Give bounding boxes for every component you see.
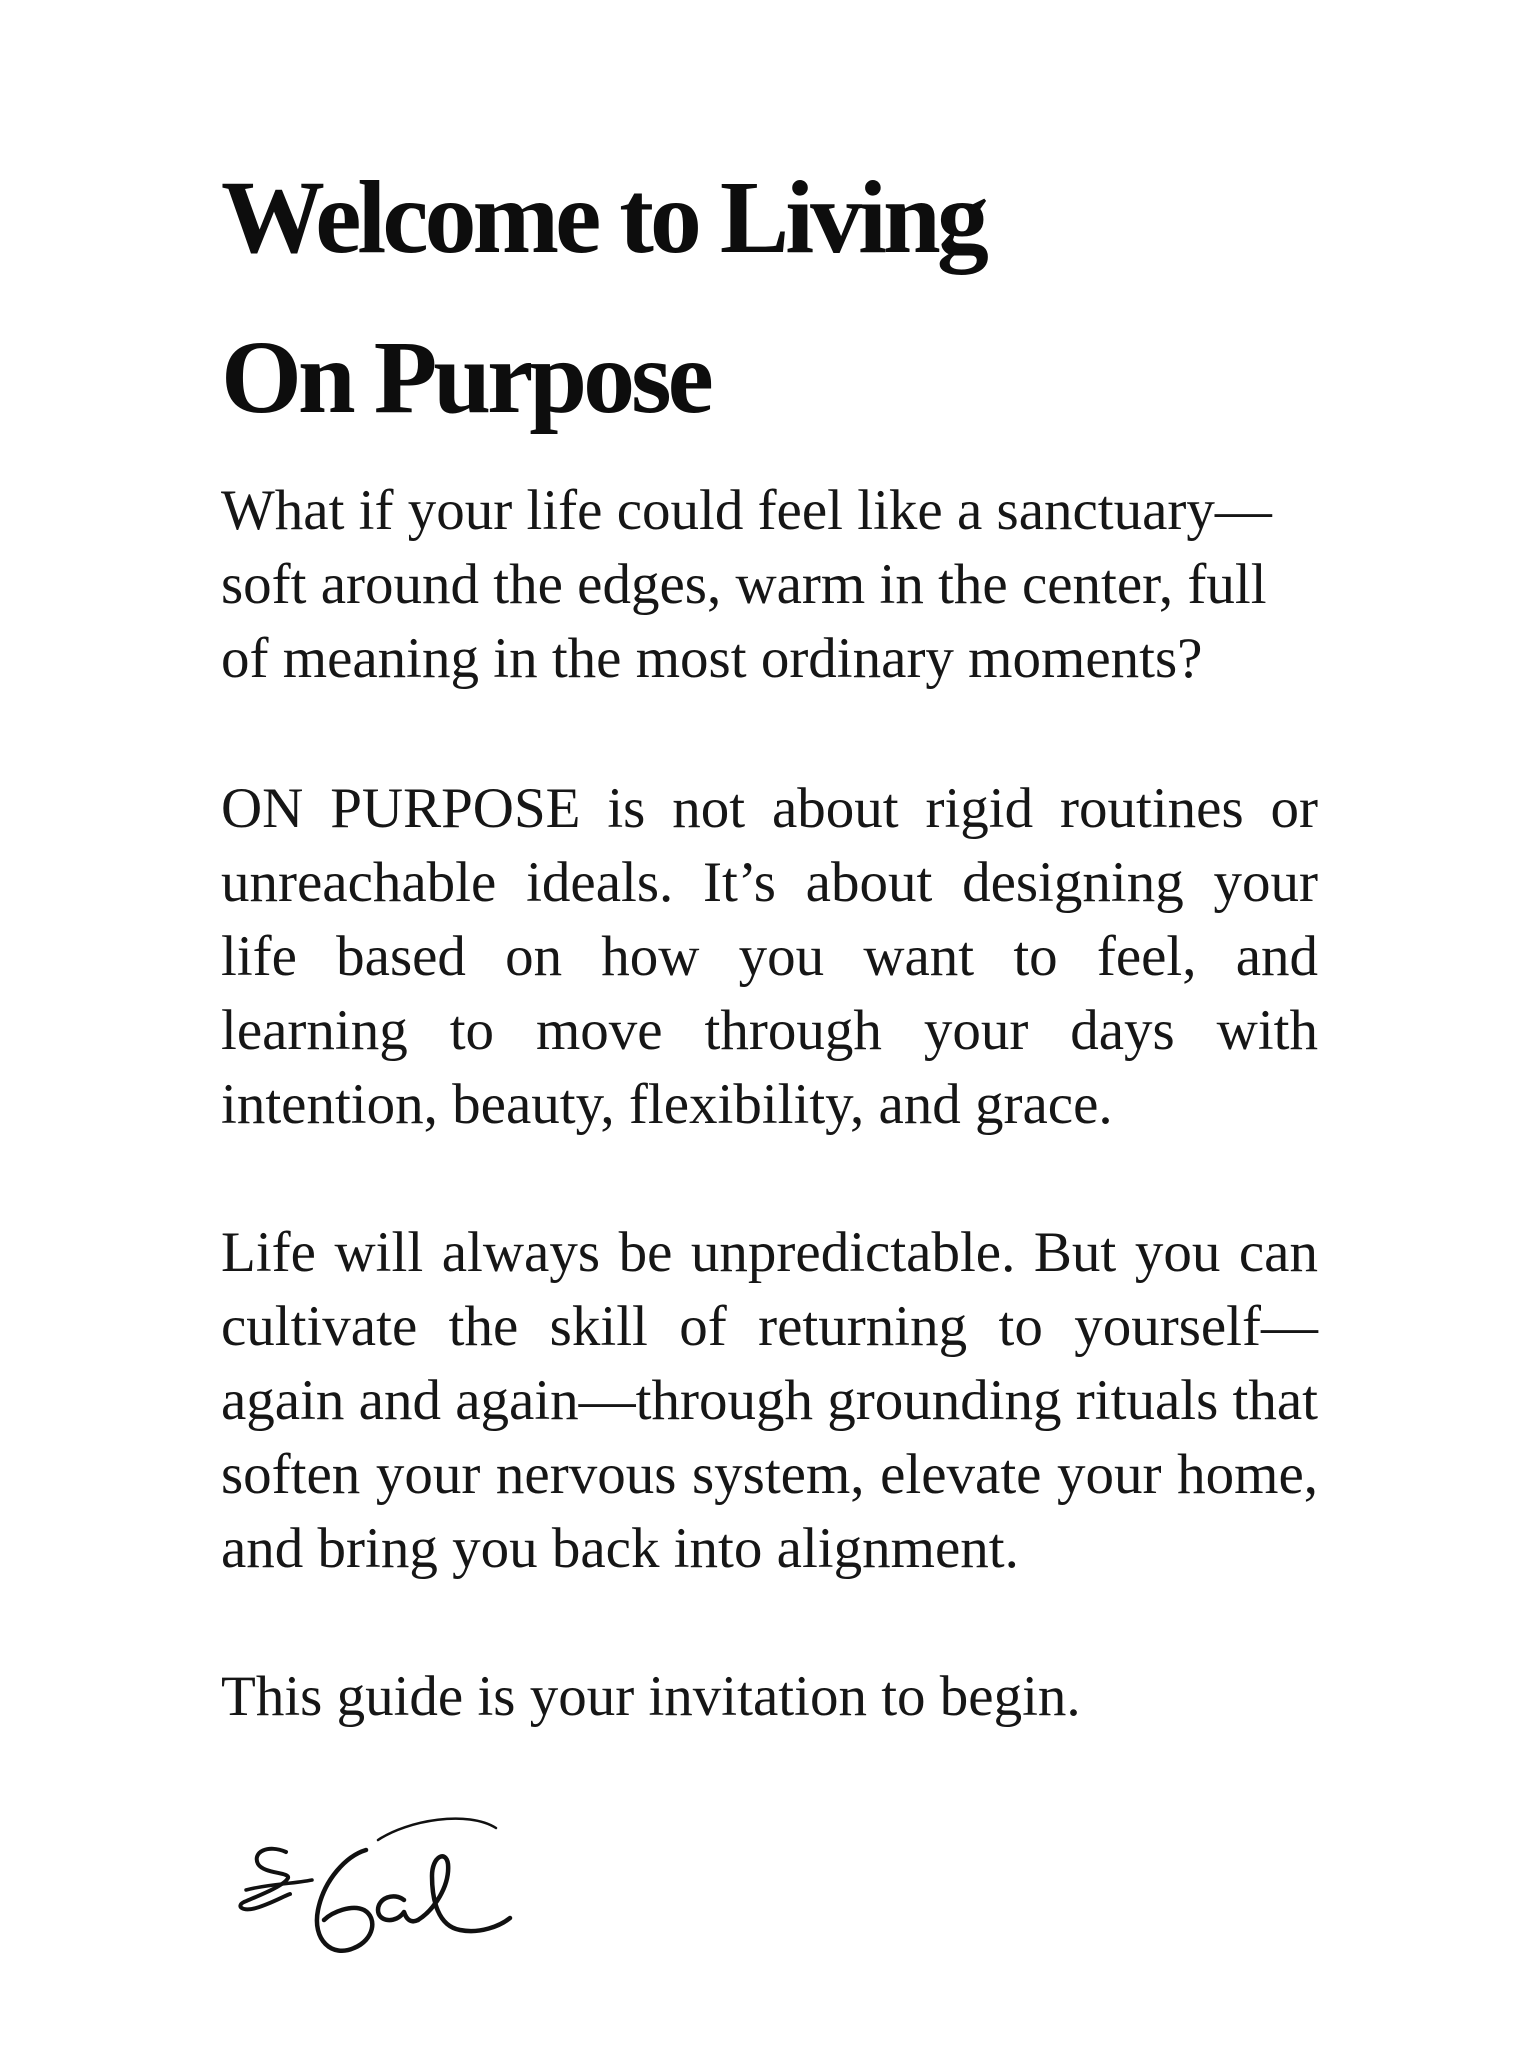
paragraph-on-purpose: ON PURPOSE is not about rigid routines or unreachable ideals. It’s about designing your life based on how you want to feel, and learning to move through your days with intention, beauty, flexibility, and grace. [221,777,1318,1136]
paragraph-invitation: This guide is your invitation to begin. [221,1665,1081,1728]
signature-icon [228,1800,528,1970]
title-line-1: Welcome to Living [221,160,985,275]
paragraph-intro-question: What if your life could feel like a sanctuary—soft around the edges, warm in the center, full of meaning in the most ordinary moments? [221,479,1272,690]
page-title [221,138,1221,458]
title-line-2: On Purpose [221,320,710,435]
paragraph-life-unpredictable: Life will always be unpredictable. But you can cultivate the skill of returning to yourself—again and again—through grounding rituals that soften your nervous system, elevate your home, and bring you back into alignment. [221,1221,1318,1580]
